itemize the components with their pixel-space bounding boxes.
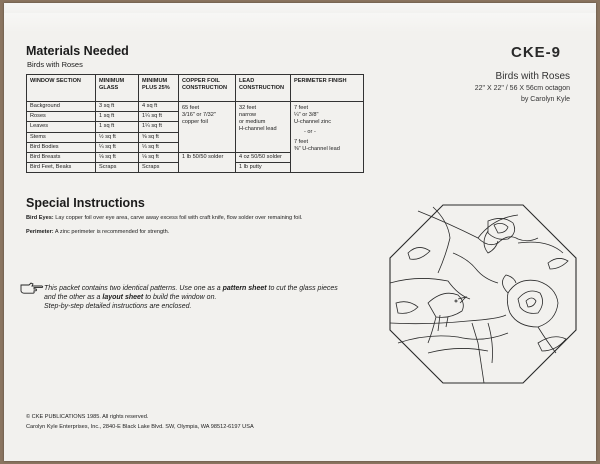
lead-putty: 1 lb putty: [239, 164, 262, 171]
packet-text-1: This packet contains two identical patterns. Use one as a: [44, 285, 223, 292]
materials-subtitle: Birds with Roses: [27, 60, 83, 69]
perimeter-size-1: ¼" or 3/8": [294, 112, 319, 118]
perimeter-cell: [291, 102, 364, 173]
row-section: Roses: [27, 112, 96, 122]
col-window-section: WINDOW SECTION: [27, 75, 96, 102]
packet-instructions: [44, 284, 344, 311]
pattern-sheet-term: pattern sheet: [222, 285, 267, 292]
perimeter-type-2: ⅜" U-channel lead: [294, 146, 340, 152]
bird-eyes-label: Bird Eyes:: [26, 215, 54, 221]
lead-solder-cell: [236, 152, 291, 162]
col-minimum-glass: MINIMUM GLASS: [96, 75, 139, 102]
col-lead: LEAD CONSTRUCTION: [236, 75, 291, 102]
bird-eyes-note: [26, 215, 302, 221]
row-min: ¼ sq ft: [96, 142, 139, 152]
row-section: Bird Bodies: [27, 142, 96, 152]
row-section: Background: [27, 102, 96, 112]
row-section: Bird Feet, Beaks: [27, 163, 96, 173]
row-plus: ⅛ sq ft: [139, 152, 179, 162]
perimeter-note: [26, 229, 169, 235]
materials-heading: Materials Needed: [26, 44, 129, 58]
pattern-line-drawing: [388, 203, 578, 385]
lead-alt-width: or medium: [239, 119, 266, 125]
materials-table: [26, 74, 364, 173]
row-plus: 4 sq ft: [139, 102, 179, 112]
copper-foil-type: copper foil: [182, 119, 208, 125]
packet-text-4: Step-by-step detailed instructions are enclosed.: [44, 303, 192, 310]
lead-solder: 4 oz 50/50 solder: [239, 153, 282, 160]
row-plus: ⅓ sq ft: [139, 142, 179, 152]
row-section: Leaves: [27, 122, 96, 132]
row-plus: Scraps: [139, 163, 179, 173]
packet-text-3: to build the window on.: [143, 294, 217, 301]
col-minimum-plus: MINIMUM PLUS 25%: [139, 75, 179, 102]
pattern-author: by Carolyn Kyle: [520, 96, 570, 103]
lead-cell: [236, 102, 291, 153]
shrink-wrap-glare: [4, 3, 596, 33]
col-perimeter: PERIMETER FINISH: [291, 75, 364, 102]
row-plus: ⅝ sq ft: [139, 132, 179, 142]
row-min: 3 sq ft: [96, 102, 139, 112]
lead-width: narrow: [239, 112, 257, 118]
row-section: Bird Breasts: [27, 152, 96, 162]
copper-foil-solder: 1 lb 50/50 solder: [182, 153, 224, 160]
perimeter-type-1: U-channel zinc: [294, 119, 331, 125]
pointing-hand-icon: [20, 281, 44, 295]
bird-eyes-text: Lay copper foil over eye area, carve away excess foil with craft knife, flow solder over remaining foil.: [55, 215, 303, 221]
row-section: Stems: [27, 132, 96, 142]
row-plus: 1¼ sq ft: [139, 112, 179, 122]
pattern-dimensions: 22" X 22" / 56 X 56cm octagon: [474, 85, 570, 92]
row-min: Scraps: [96, 163, 139, 173]
row-plus: 1¼ sq ft: [139, 122, 179, 132]
copper-foil-cell: [179, 102, 236, 153]
pattern-code: CKE-9: [511, 44, 562, 61]
pattern-sheet: [4, 3, 596, 461]
layout-sheet-term: layout sheet: [102, 294, 144, 301]
row-min: 1 sq ft: [96, 112, 139, 122]
copyright-line: © CKE PUBLICATIONS 1985. All rights reserved.: [26, 414, 149, 420]
col-copper-foil: COPPER FOIL CONSTRUCTION: [179, 75, 236, 102]
lead-putty-cell: [236, 163, 291, 173]
perimeter-length-1: 7 feet: [294, 105, 308, 111]
perimeter-label: Perimeter:: [26, 229, 54, 235]
copper-foil-size: 3/16" or 7/32": [182, 112, 216, 118]
row-min: ½ sq ft: [96, 132, 139, 142]
lead-length: 32 feet: [239, 105, 257, 111]
row-min: 1 sq ft: [96, 122, 139, 132]
table-row: [27, 102, 364, 112]
publisher-address: Carolyn Kyle Enterprises, Inc., 2840-E Black Lake Blvd. SW, Olympia, WA 98512-6197 USA: [26, 424, 254, 430]
special-instructions-heading: Special Instructions: [26, 196, 145, 210]
row-min: ⅛ sq ft: [96, 152, 139, 162]
table-header-row: [27, 75, 364, 102]
perimeter-or: - or -: [304, 129, 316, 135]
perimeter-length-2: 7 feet: [294, 139, 308, 145]
lead-type: H-channel lead: [239, 126, 277, 132]
copper-foil-length: 65 feet: [182, 105, 200, 111]
copper-solder-cell: [179, 152, 236, 172]
pattern-title: Birds with Roses: [495, 71, 570, 82]
perimeter-text: A zinc perimeter is recommended for strength.: [54, 229, 170, 235]
packet-text-2: to cut the glass pieces and the other as a: [44, 285, 338, 301]
